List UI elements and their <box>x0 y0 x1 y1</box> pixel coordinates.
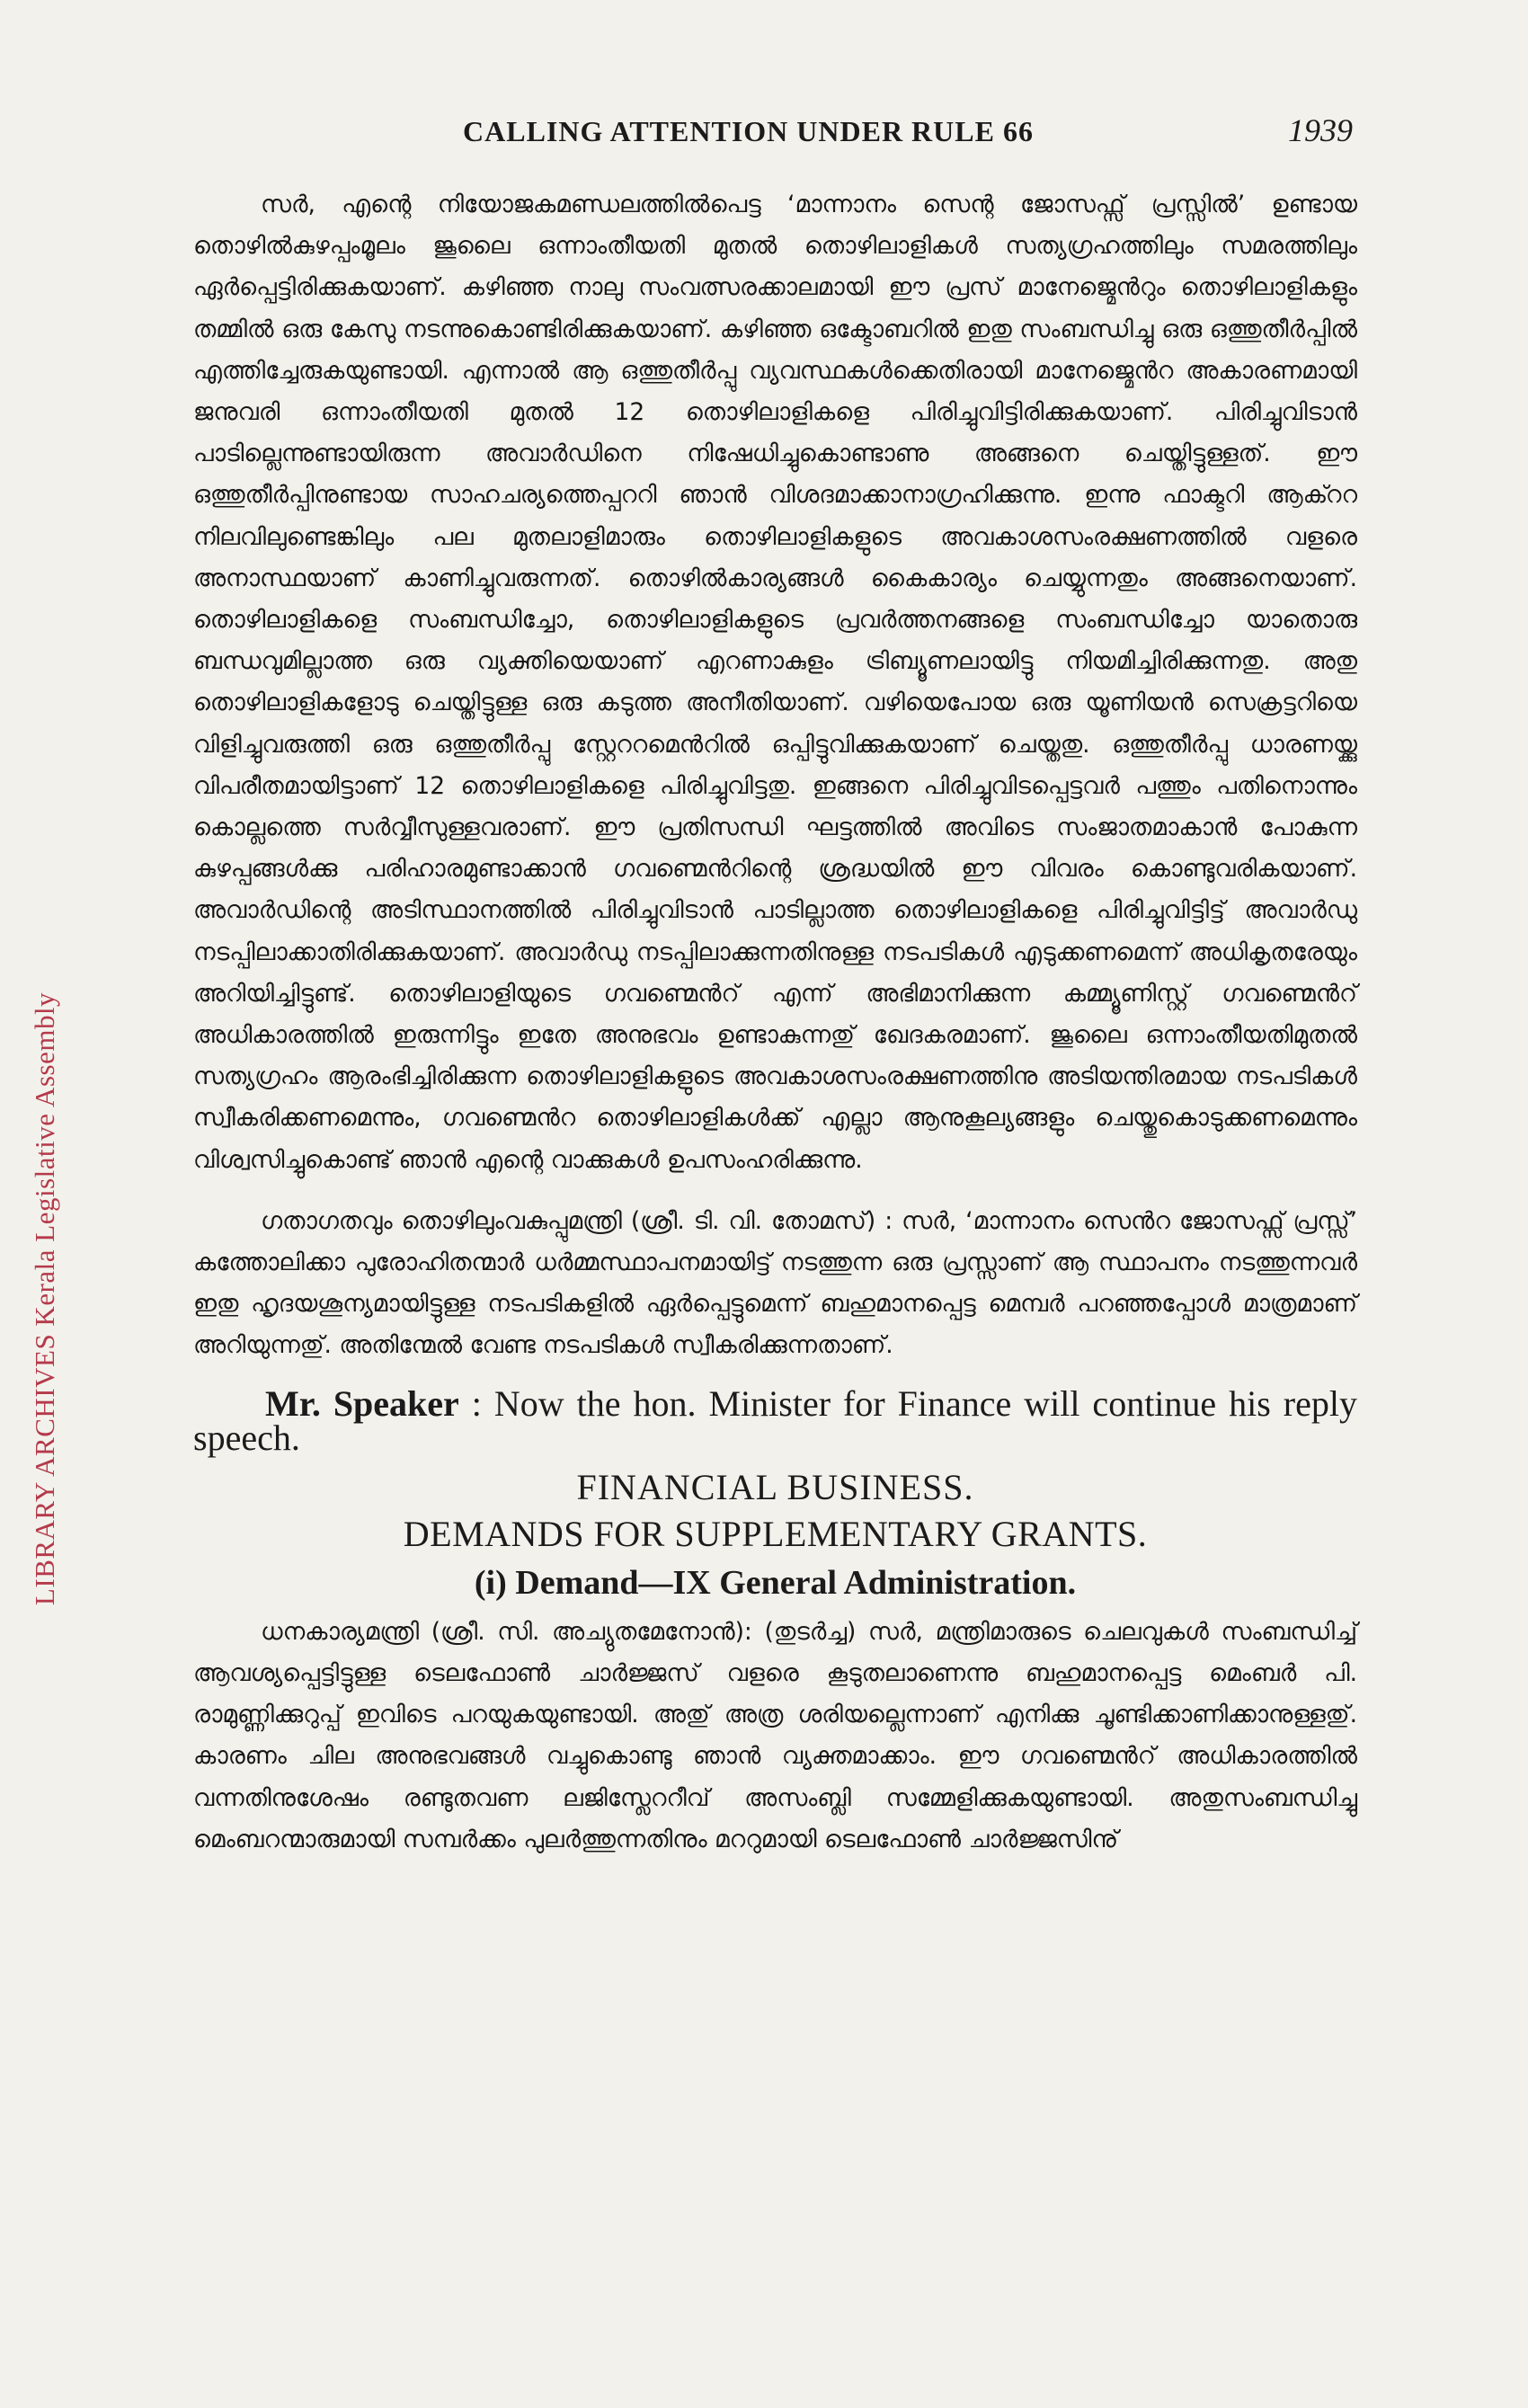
section-heading: FINANCIAL BUSINESS. <box>576 1466 974 1507</box>
minister-reply-paragraph: ഗതാഗതവും തൊഴിലുംവകുപ്പുമന്ത്രി (ശ്രീ. ടി. വി. തോമസ്) : സർ, ‘മാന്നാനം സെൻറ ജോസഫ്സ് പ്രസ്സ്’ കത്തോലിക്കാ പുരോഹിതന്മാർ ധർമ്മസ്ഥാപനമായിട്ട് നടത്തുന്ന ഒരു പ്രസ്സാണ് ആ സ്ഥാപനം നടത്തുന്നവർ ഇതു ഹൃദയശൂന്യമായിട്ടുള്ള നടപടികളിൽ ഏർപ്പെട്ടുമെന്ന് ബഹുമാനപ്പെട്ട മെമ്പർ പറഞ്ഞപ്പോൾ മാത്രമാണ് അറിയുന്നതു്. അതിന്മേൽ വേണ്ട നടപടികൾ സ്വീകരിക്കുന്നതാണ്. <box>193 1206 1357 1360</box>
speaker-name: Mr. Speaker <box>265 1382 459 1424</box>
subsection-heading: DEMANDS FOR SUPPLEMENTARY GRANTS. <box>403 1513 1148 1554</box>
speaker-separator: : <box>458 1382 494 1424</box>
header-title: CALLING ATTENTION UNDER RULE 66 <box>463 115 1034 147</box>
archive-watermark <box>25 831 65 1766</box>
running-header <box>193 112 1353 160</box>
finance-minister-paragraph: ധനകാര്യമന്ത്രി (ശ്രീ. സി. അച്യുതമേനോൻ): (തുടർച്ച) സർ, മന്ത്രിമാരുടെ ചെലവുകൾ സംബന്ധിച്ച് ആവശ്യപ്പെട്ടിട്ടുള്ള ടെലഫോൺ ചാർജ്ജസ് വളരെ കൂടുതലാണെന്നു ബഹുമാനപ്പെട്ട മെംബർ പി. രാമുണ്ണിക്കുറുപ്പ് ഇവിടെ പറയുകയുണ്ടായി. അതു് അത്ര ശരിയല്ലെന്നാണ് എനിക്കു ചൂണ്ടിക്കാണിക്കാനുള്ളതു്. കാരണം ചില അനുഭവങ്ങൾ വച്ചുകൊണ്ടു ഞാൻ വ്യക്തമാക്കാം. ഈ ഗവണ്മെൻറ് അധികാരത്തിൽ വന്നതിനുശേഷം രണ്ടുതവണ ലജിസ്ലേററീവ് അസംബ്ലി സമ്മേളിക്കുകയുണ്ടായി. അതുസംബന്ധിച്ചു മെംബറന്മാരുമായി സമ്പർക്കം പുലർത്തുന്നതിനും മററുമായി ടെലഫോൺ ചാർജ്ജസിനു് <box>193 1617 1357 1853</box>
speaker-text: Now the hon. Minister for Finance will continue his reply speech. <box>193 1382 1357 1458</box>
demand-heading: (i) Demand—IX General Administration. <box>474 1563 1077 1602</box>
page-number: 1939 <box>1288 112 1353 148</box>
page-body <box>193 184 1357 1861</box>
member-speech-paragraph: സർ, എന്റെ നിയോജകമണ്ഡലത്തിൽപെട്ട ‘മാന്നാനം സെന്റ ജോസഫ്സ് പ്രസ്സിൽ’ ഉണ്ടായ തൊഴിൽകുഴപ്പംമൂലം ജൂലൈ ഒന്നാംതീയതി മുതൽ തൊഴിലാളികൾ സത്യഗ്രഹത്തിലും സമരത്തിലും ഏർപ്പെട്ടിരിക്കുകയാണ്. കഴിഞ്ഞ നാലു സംവത്സരക്കാലമായി ഈ പ്രസ് മാനേജ്മെൻറും തൊഴിലാളികളും തമ്മിൽ ഒരു കേസു നടന്നുകൊണ്ടിരിക്കുകയാണ്. കഴിഞ്ഞ ഒക്ടോബറിൽ ഇതു സംബന്ധിച്ചു ഒരു ഒത്തുതീർപ്പിൽ എത്തിച്ചേരുകയുണ്ടായി. എന്നാൽ ആ ഒത്തുതീർപ്പു വ്യവസ്ഥകൾക്കെതിരായി മാനേജ്മെൻറ അകാരണമായി ജനുവരി ഒന്നാംതീയതി മുതൽ 12 തൊഴിലാളികളെ പിരിച്ചുവിട്ടിരിക്കുകയാണ്. പിരിച്ചുവിടാൻ പാടില്ലെന്നുണ്ടായിരുന്ന അവാർഡിനെ നിഷേധിച്ചുകൊണ്ടാണു അങ്ങനെ ചെയ്തിട്ടുള്ളത്. ഈ ഒത്തുതീർപ്പിനുണ്ടായ സാഹചര്യത്തെപ്പററി ഞാൻ വിശദമാക്കാനാഗ്രഹിക്കുന്നു. ഇന്നു ഫാക്ടറി ആക്ററ നിലവിലുണ്ടെങ്കിലും പല മുതലാളിമാരും തൊഴിലാളികളുടെ അവകാശസംരക്ഷണത്തിൽ വളരെ അനാസ്ഥയാണ് കാണിച്ചുവരുന്നത്. തൊഴിൽകാര്യങ്ങൾ കൈകാര്യം ചെയ്യുന്നതും അങ്ങനെയാണ്. തൊഴിലാളികളെ സംബന്ധിച്ചോ, തൊഴിലാളികളുടെ പ്രവർത്തനങ്ങളെ സംബന്ധിച്ചോ യാതൊരു ബന്ധവുമില്ലാത്ത ഒരു വ്യക്തിയെയാണ് എറണാകുളം ട്രിബ്യൂണലായിട്ടു നിയമിച്ചിരിക്കുന്നതു. അതു തൊഴിലാളികളോടു ചെയ്തിട്ടുള്ള ഒരു കടുത്ത അനീതിയാണ്. വഴിയെപോയ ഒരു യൂണിയൻ സെക്രട്ടറിയെ വിളിച്ചുവരുത്തി ഒരു ഒത്തുതീർപ്പു സ്റ്റേററമെൻറിൽ ഒപ്പിട്ടുവിക്കുകയാണ് ചെയ്തതു. ഒത്തുതീർപ്പു ധാരണയ്ക്കു വിപരീതമായിട്ടാണ് 12 തൊഴിലാളികളെ പിരിച്ചുവിട്ടതു. ഇങ്ങനെ പിരിച്ചുവിടപ്പെട്ടവർ പത്തും പതിനൊന്നും കൊല്ലത്തെ സർവ്വീസുള്ളവരാണ്. ഈ പ്രതിസന്ധി ഘട്ടത്തിൽ അവിടെ സംജാതമാകാൻ പോകുന്ന കുഴപ്പങ്ങൾക്കു പരിഹാരമുണ്ടാക്കാൻ ഗവണ്മെൻറിന്റെ ശ്രദ്ധയിൽ ഈ വിവരം കൊണ്ടുവരികയാണ്. അവാർഡിന്റെ അടിസ്ഥാനത്തിൽ പിരിച്ചുവിടാൻ പാടില്ലാത്ത തൊഴിലാളികളെ പിരിച്ചുവിട്ടിട്ട് അവാർഡു നടപ്പിലാക്കാതിരിക്കുകയാണ്. അവാർഡു നടപ്പിലാക്കുന്നതിനുള്ള നടപടികൾ എടുക്കണമെന്ന് അധികൃതരേയും അറിയിച്ചിട്ടുണ്ട്. തൊഴിലാളിയുടെ ഗവണ്മെൻറ് എന്ന് അഭിമാനിക്കുന്ന കമ്മ്യൂണിസ്റ്റ് ഗവണ്മെൻറ് അധികാരത്തിൽ ഇരുന്നിട്ടും ഇതേ അനുഭവം ഉണ്ടാകുന്നതു് ഖേദകരമാണ്. ജൂലൈ ഒന്നാംതീയതിമുതൽ സത്യഗ്രഹം ആരംഭിച്ചിരിക്കുന്ന തൊഴിലാളികളുടെ അവകാശസംരക്ഷണത്തിനു അടിയന്തിരമായ നടപടികൾ സ്വീകരിക്കണമെന്നും, ഗവണ്മെൻറ തൊഴിലാളികൾക്ക് എല്ലാ ആനുകൂല്യങ്ങളും ചെയ്തുകൊടുക്കണമെന്നും വിശ്വസിച്ചുകൊണ്ട് ഞാൻ എന്റെ വാക്കുകൾ ഉപസംഹരിക്കുന്നു. <box>193 191 1357 1174</box>
watermark-text: LIBRARY ARCHIVES Kerala Legislative Assembly <box>29 991 61 1606</box>
speaker-paragraph <box>193 1382 1357 1458</box>
